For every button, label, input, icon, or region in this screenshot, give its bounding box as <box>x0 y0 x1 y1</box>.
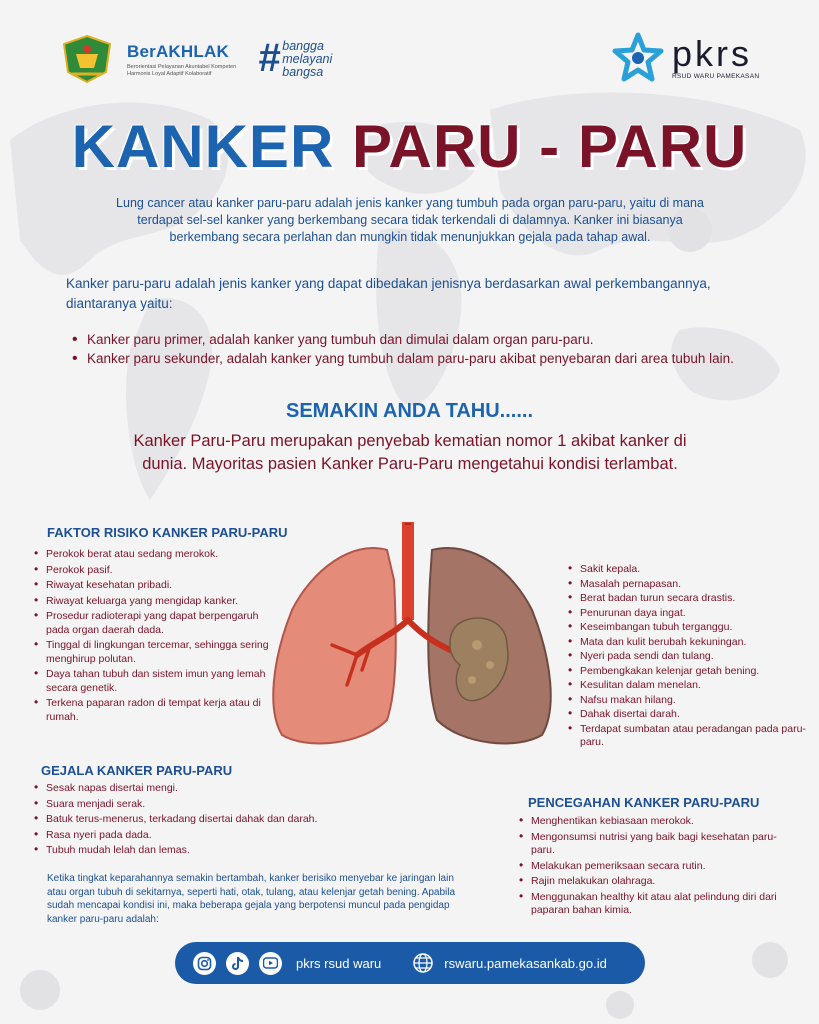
pkrs-name: pkrs <box>672 32 753 74</box>
lungs-illustration <box>262 520 562 750</box>
title-part-2: PARU - PARU <box>351 113 748 180</box>
list-item: • Berat badan turun secara drastis. <box>567 592 807 606</box>
list-item: • Nyeri pada sendi dan tulang. <box>567 650 807 664</box>
list-item: • Melakukan pemeriksaan secara rutin. <box>518 860 798 874</box>
semakin-heading: SEMAKIN ANDA TAHU...... <box>285 400 534 422</box>
tiktok-icon[interactable] <box>226 952 249 975</box>
pkrs-star-icon <box>612 32 664 84</box>
list-item: • Perokok berat atau sedang merokok. <box>33 548 273 562</box>
pencegahan-title: PENCEGAHAN KANKER PARU-PARU <box>528 795 760 810</box>
list-item: • Suara menjadi serak. <box>33 798 423 812</box>
list-item: • Kanker paru sekunder, adalah kanker yang tumbuh dalam paru-paru akibat penyebaran dari area tubuh lain. <box>70 349 750 368</box>
regency-emblem-logo <box>58 34 116 84</box>
social-handle: pkrs rsud waru <box>296 955 382 971</box>
berakhlak-subtitle: Berorientasi Pelayanan Akuntabel Kompeten Harmonis Loyal Adaptif Kolaboratif <box>127 64 237 77</box>
list-item: • Daya tahan tubuh dan sistem imun yang lemah secara genetik. <box>33 668 273 695</box>
list-item: • Mata dan kulit berubah kekuningan. <box>567 636 807 650</box>
gejala-note: Ketika tingkat keparahannya semakin bertambah, kanker berisiko menyebar ke jaringan lain atau organ tubuh di sekitarnya, seperti hati, otak, tulang, atau kelenjar getah bening. Apabila sudah mencapai kondisi ini, maka beberapa gejala yang berpotensi muncul pada pengidap kanker paru-paru adalah: <box>47 873 456 925</box>
berakhlak-logo <box>127 42 247 78</box>
gejala-list <box>33 782 423 860</box>
list-item: • Tubuh mudah lelah dan lemas. <box>33 844 423 858</box>
list-item: • Kesulitan dalam menelan. <box>567 679 807 693</box>
list-item: • Menghentikan kebiasaan merokok. <box>518 815 798 829</box>
list-item: • Pembengkakan kelenjar getah bening. <box>567 665 807 679</box>
bangga-word-2: melayani <box>282 52 333 66</box>
cancer-types-list <box>70 330 750 368</box>
list-item: • Tinggal di lingkungan tercemar, sehingga sering menghirup polutan. <box>33 639 273 666</box>
list-item: • Batuk terus-menerus, terkadang disertai dahak dan darah. <box>33 813 423 827</box>
list-item: • Sesak napas disertai mengi. <box>33 782 423 796</box>
page-title <box>0 112 819 181</box>
list-item: • Sakit kepala. <box>567 563 807 577</box>
list-item: • Riwayat keluarga yang mengidap kanker. <box>33 595 273 609</box>
list-item: • Kanker paru primer, adalah kanker yang tumbuh dan dimulai dalam organ paru-paru. <box>70 330 750 349</box>
list-item: • Nafsu makan hilang. <box>567 694 807 708</box>
advanced-symptoms-list <box>567 563 807 751</box>
list-item: • Rasa nyeri pada dada. <box>33 829 423 843</box>
intro-paragraph: Lung cancer atau kanker paru-paru adalah jenis kanker yang tumbuh pada organ paru-paru, yaitu di mana terdapat sel-sel kanker yang berkembang secara tidak terkendali di dalamnya. Kanker ini biasanya berkembang secara perlahan dan mungkin tidak menunjukkan gejala pada tahap awal. <box>116 196 704 244</box>
website-link[interactable]: rswaru.pamekasankab.go.id <box>444 955 607 971</box>
youtube-icon[interactable] <box>259 952 282 975</box>
globe-icon <box>411 952 434 975</box>
faktor-risiko-title: FAKTOR RISIKO KANKER PARU-PARU <box>47 525 288 540</box>
bangga-word-1: bangga <box>282 39 324 53</box>
list-item: • Menggunakan healthy kit atau alat pelindung diri dari paparan bahan kimia. <box>518 891 798 918</box>
list-item: • Mengonsumsi nutrisi yang baik bagi kesehatan paru-paru. <box>518 831 798 858</box>
list-item: • Perokok pasif. <box>33 564 273 578</box>
pencegahan-list <box>518 815 798 920</box>
bangga-melayani-logo <box>258 38 332 79</box>
berakhlak-brand: BerAKHLAK <box>127 42 229 61</box>
list-item: • Prosedur radioterapi yang dapat berpengaruh pada organ daerah dada. <box>33 610 273 637</box>
faktor-risiko-list <box>33 548 273 726</box>
list-item: • Dahak disertai darah. <box>567 708 807 722</box>
fact-paragraph: Kanker Paru-Paru merupakan penyebab kematian nomor 1 akibat kanker di dunia. Mayoritas pasien Kanker Paru-Paru mengetahui kondisi terlambat. <box>133 432 687 473</box>
hash-icon: # <box>258 36 281 80</box>
list-item: • Masalah pernapasan. <box>567 578 807 592</box>
types-intro-paragraph: Kanker paru-paru adalah jenis kanker yang dapat dibedakan jenisnya berdasarkan awal perkembangannya, diantaranya yaitu: <box>66 276 711 311</box>
bangga-word-3: bangsa <box>282 65 324 79</box>
footer-bar <box>175 942 645 984</box>
list-item: • Riwayat kesehatan pribadi. <box>33 579 273 593</box>
gejala-title: GEJALA KANKER PARU-PARU <box>41 763 233 778</box>
list-item: • Penurunan daya ingat. <box>567 607 807 621</box>
pkrs-hospital: RSUD WARU PAMEKASAN <box>672 72 760 80</box>
pkrs-logo <box>612 32 759 84</box>
list-item: • Rajin melakukan olahraga. <box>518 875 798 889</box>
list-item: • Terkena paparan radon di tempat kerja atau di rumah. <box>33 697 273 724</box>
list-item: • Terdapat sumbatan atau peradangan pada paru-paru. <box>567 723 807 750</box>
instagram-icon[interactable] <box>193 952 216 975</box>
title-part-1: KANKER <box>71 113 335 180</box>
list-item: • Keseimbangan tubuh terganggu. <box>567 621 807 635</box>
